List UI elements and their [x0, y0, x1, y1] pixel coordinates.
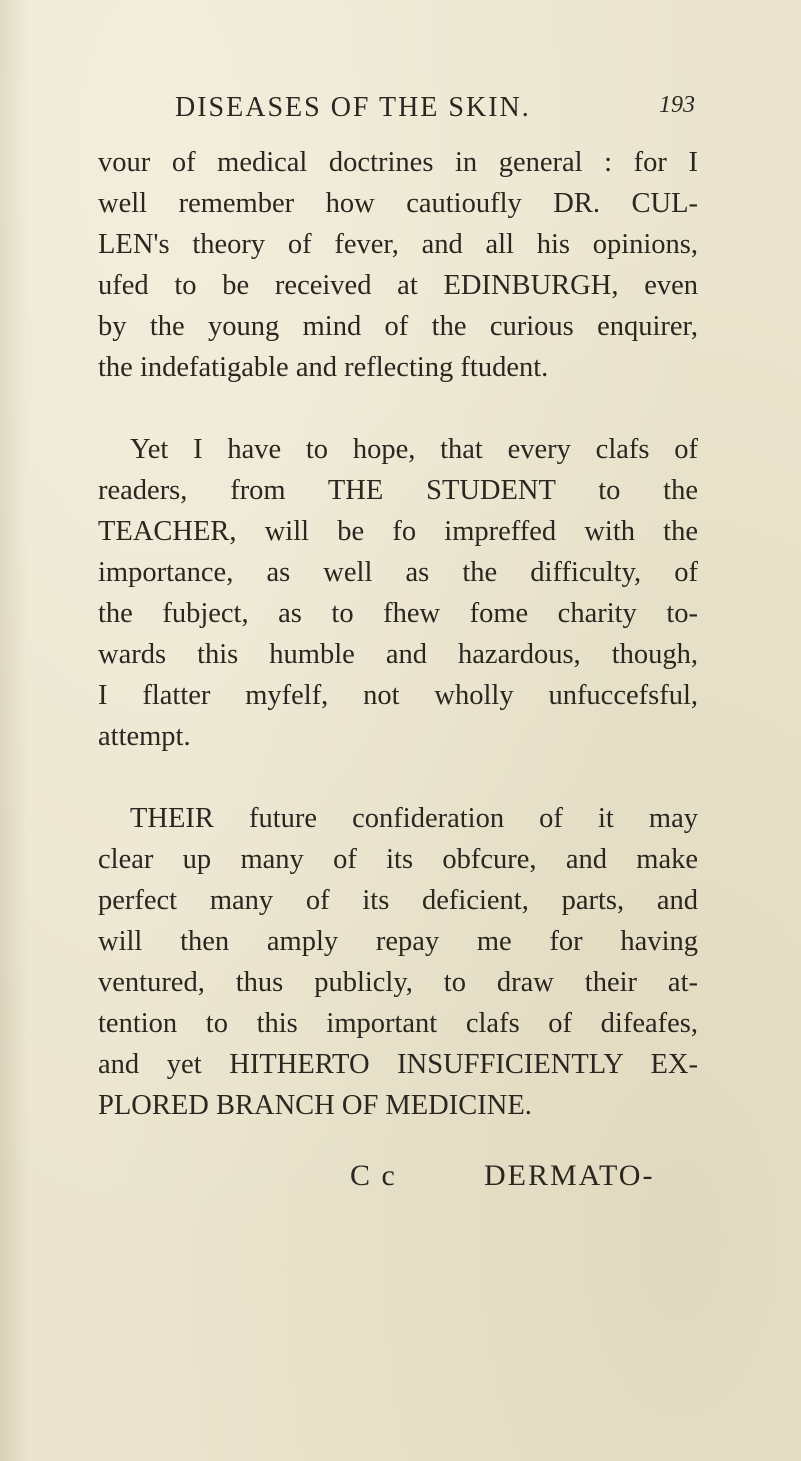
text-line: readers, from THE STUDENT to the — [98, 475, 698, 506]
text-line: ufed to be received at EDINBURGH, even — [98, 270, 698, 301]
text-line: the indefatigable and reflecting ftudent. — [98, 352, 549, 383]
page-footer — [0, 1159, 801, 1209]
body-text — [98, 142, 698, 1126]
text-line: Yet I have to hope, that every clafs of — [130, 434, 698, 465]
text-line: the fubject, as to fhew fome charity to- — [98, 598, 698, 629]
text-line: well remember how cautioufly DR. CUL- — [98, 188, 698, 219]
signature-mark: C c — [350, 1159, 397, 1192]
text-line: TEACHER, will be fo impreffed with the — [98, 516, 698, 547]
page-number: 193 — [659, 92, 695, 118]
paragraph-2 — [98, 429, 698, 757]
page-header — [175, 92, 695, 132]
text-line: vour of medical doctrines in general : for I — [98, 147, 698, 178]
text-line: will then amply repay me for having — [98, 926, 698, 957]
text-line: ventured, thus publicly, to draw their at- — [98, 967, 698, 998]
text-line: by the young mind of the curious enquirer, — [98, 311, 698, 342]
text-line: and yet HITHERTO INSUFFICIENTLY EX- — [98, 1049, 698, 1080]
text-line: importance, as well as the difficulty, of — [98, 557, 698, 588]
text-line: I flatter myfelf, not wholly unfuccefsful, — [98, 680, 698, 711]
text-line: attempt. — [98, 721, 191, 752]
text-line: LEN's theory of fever, and all his opinions, — [98, 229, 698, 260]
running-title: DISEASES OF THE SKIN. — [175, 92, 531, 123]
text-line: THEIR future confideration of it may — [130, 803, 698, 834]
text-line: clear up many of its obfcure, and make — [98, 844, 698, 875]
text-line: wards this humble and hazardous, though, — [98, 639, 698, 670]
text-line: PLORED BRANCH OF MEDICINE. — [98, 1090, 532, 1121]
text-line: tention to this important clafs of difeafes, — [98, 1008, 698, 1039]
paragraph-1 — [98, 142, 698, 388]
paragraph-3 — [98, 798, 698, 1126]
text-line: perfect many of its deficient, parts, and — [98, 885, 698, 916]
catchword: DERMATO- — [484, 1159, 655, 1192]
